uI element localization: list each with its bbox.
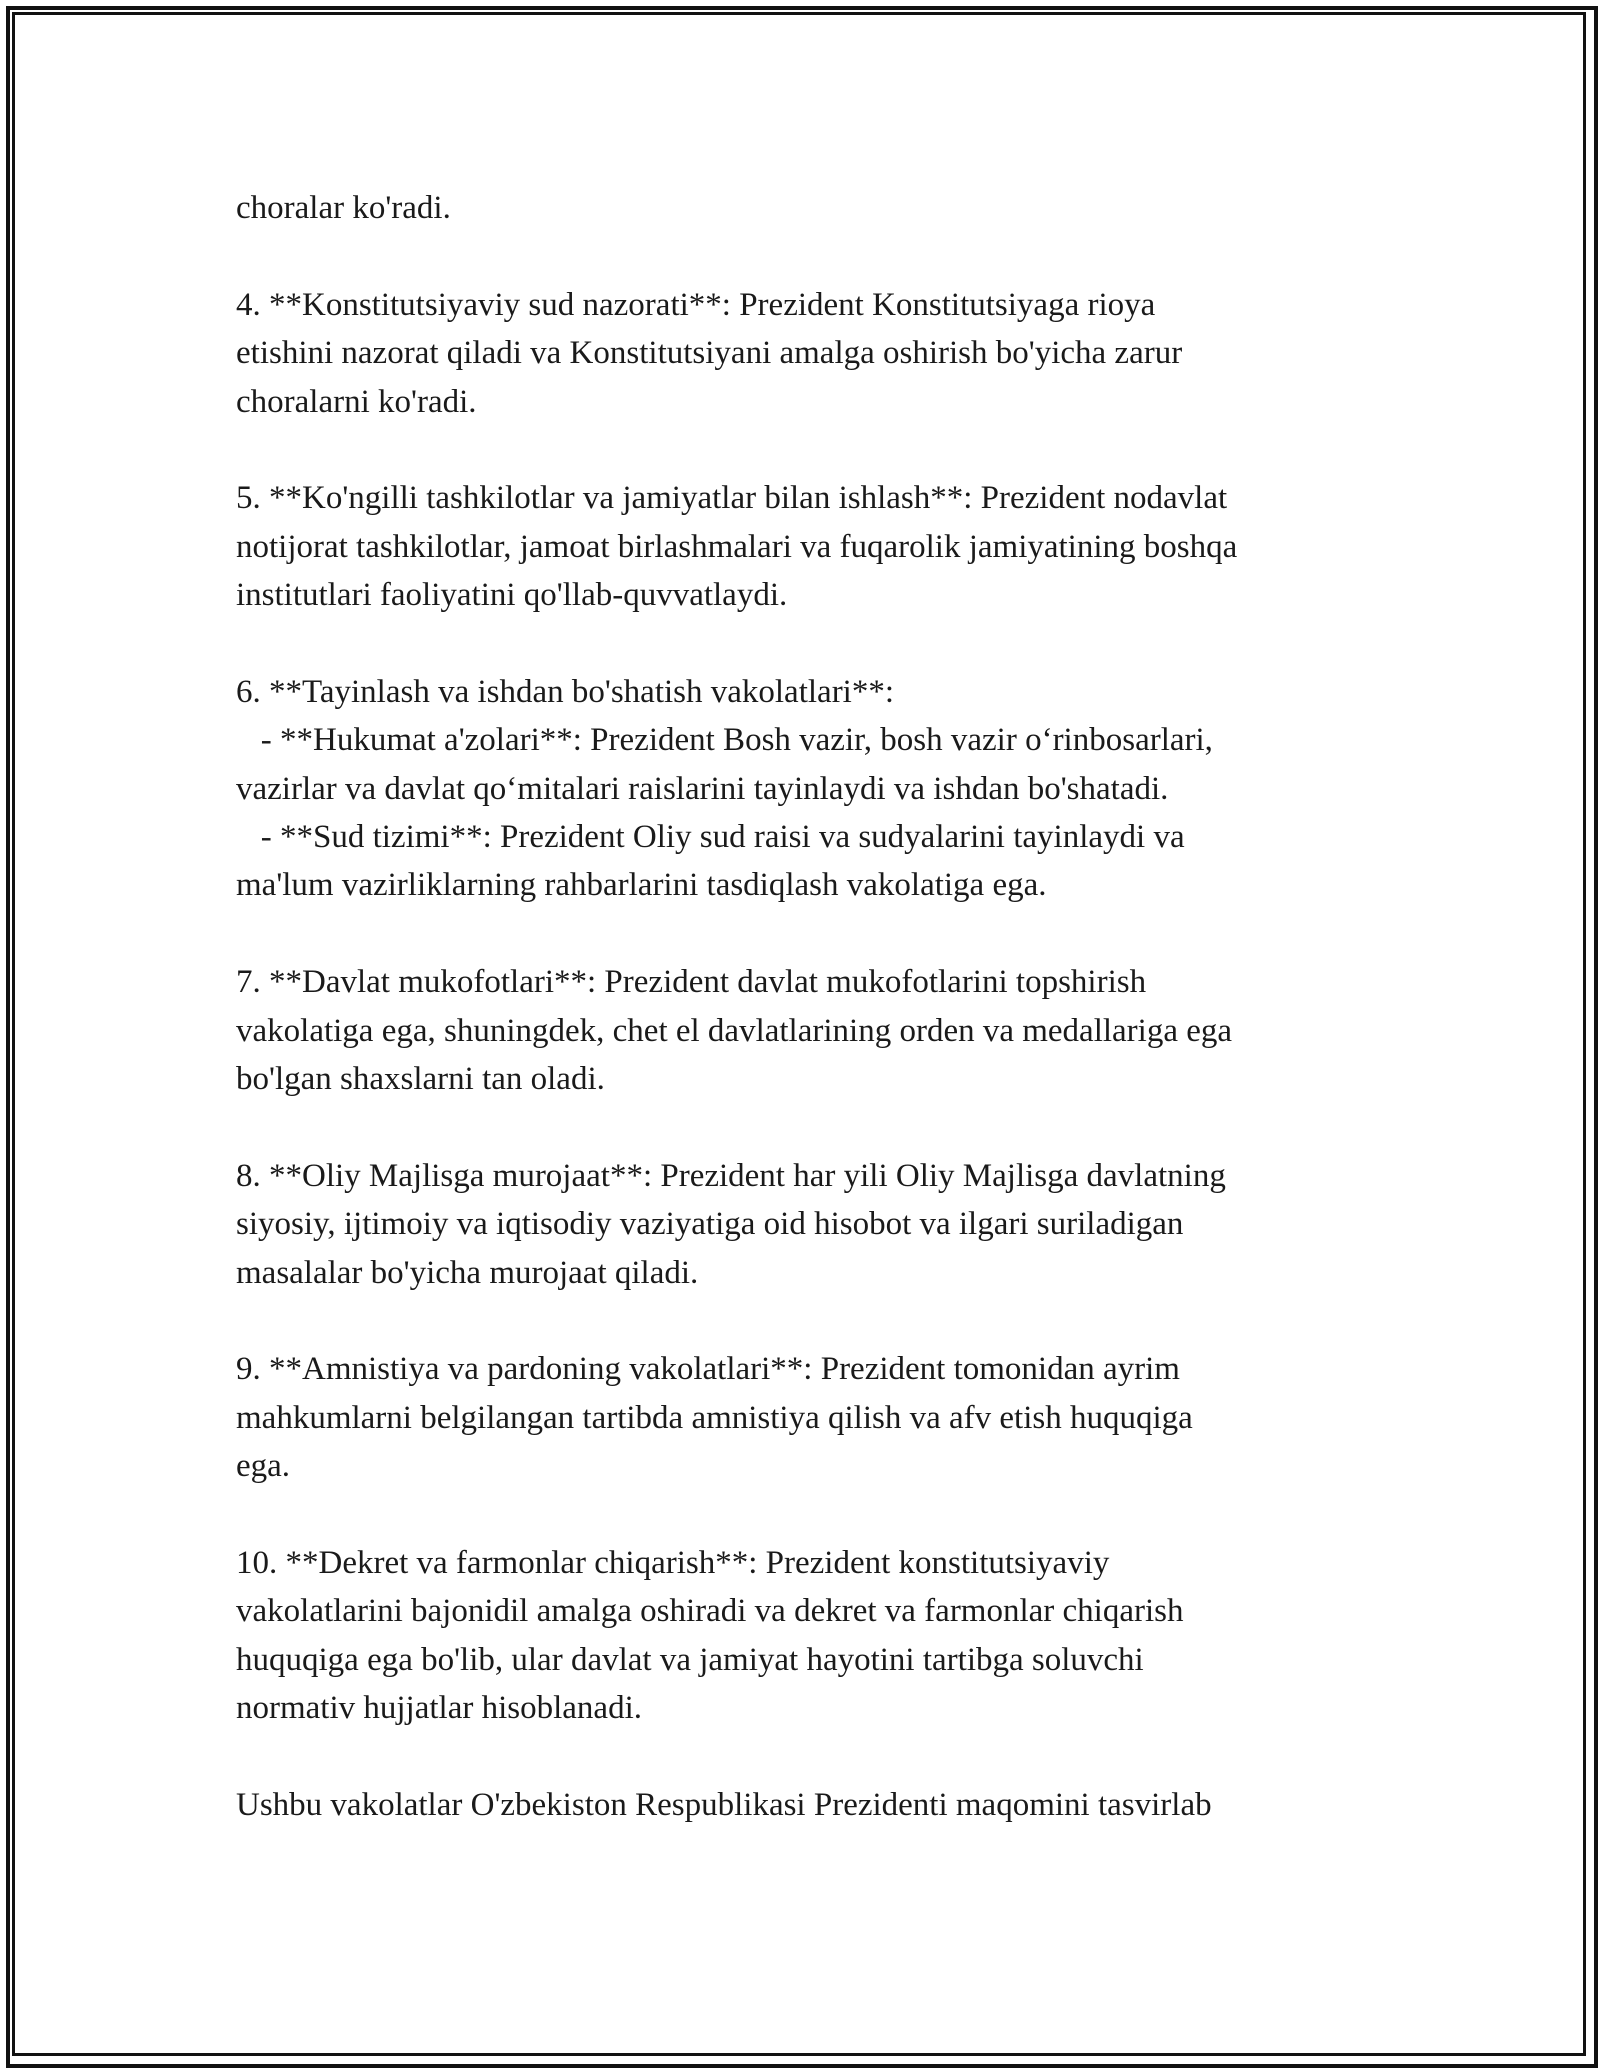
blank-line (236, 426, 1396, 474)
text-line: ega. (236, 1448, 291, 1485)
text-line: 10. **Dekret va farmonlar chiqarish**: Prezident konstitutsiyaviy (236, 1544, 1110, 1581)
blank-line (236, 620, 1396, 668)
text-line: huquqiga ega bo'lib, ular davlat va jamiyat hayotini tartibga soluvchi (236, 1641, 1144, 1678)
text-line: - **Sud tizimi**: Prezident Oliy sud raisi va sudyalarini tayinlaydi va (236, 819, 1185, 856)
text-line: Ushbu vakolatlar O'zbekiston Respublikasi Prezidenti maqomini tasvirlab (236, 1786, 1212, 1823)
text-line: notijorat tashkilotlar, jamoat birlashmalari va fuqarolik jamiyatining boshqa (236, 528, 1238, 565)
text-line: vakolatlarini bajonidil amalga oshiradi va dekret va farmonlar chiqarish (236, 1593, 1184, 1630)
blank-line (236, 1297, 1396, 1345)
document-body (236, 184, 1396, 1829)
blank-line (236, 1103, 1396, 1151)
blank-line (236, 232, 1396, 280)
text-line: siyosiy, ijtimoiy va iqtisodiy vaziyatiga oid hisobot va ilgari suriladigan (236, 1206, 1184, 1243)
text-line: 5. **Ko'ngilli tashkilotlar va jamiyatlar bilan ishlash**: Prezident nodavlat (236, 480, 1228, 517)
text-line: etishini nazorat qiladi va Konstitutsiyani amalga oshirish bo'yicha zarur (236, 335, 1183, 372)
text-line: vazirlar va davlat qo‘mitalari raislarini tayinlaydi va ishdan bo'shatadi. (236, 770, 1169, 807)
text-line: - **Hukumat a'zolari**: Prezident Bosh vazir, bosh vazir o‘rinbosarlari, (236, 722, 1213, 759)
text-line: choralar ko'radi. (236, 190, 451, 226)
text-line: 4. **Konstitutsiyaviy sud nazorati**: Prezident Konstitutsiyaga rioya (236, 286, 1156, 323)
text-line: 7. **Davlat mukofotlari**: Prezident davlat mukofotlarini topshirish (236, 964, 1147, 1001)
text-line: institutlari faoliyatini qo'llab-quvvatlaydi. (236, 577, 788, 614)
blank-line (236, 1491, 1396, 1539)
text-line: bo'lgan shaxslarni tan oladi. (236, 1061, 605, 1098)
blank-line (236, 910, 1396, 958)
text-line: normativ hujjatlar hisoblanadi. (236, 1690, 642, 1727)
text-line: masalalar bo'yicha murojaat qiladi. (236, 1254, 699, 1291)
blank-line (236, 1733, 1396, 1781)
text-line: vakolatiga ega, shuningdek, chet el davlatlarining orden va medallariga ega (236, 1012, 1233, 1049)
text-line: 9. **Amnistiya va pardoning vakolatlari**: Prezident tomonidan ayrim (236, 1351, 1180, 1388)
text-line: ma'lum vazirliklarning rahbarlarini tasdiqlash vakolatiga ega. (236, 867, 1047, 904)
text-line: 8. **Oliy Majlisga murojaat**: Prezident har yili Oliy Majlisga davlatning (236, 1157, 1226, 1194)
text-line: mahkumlarni belgilangan tartibda amnistiya qilish va afv etish huquqiga (236, 1399, 1193, 1436)
text-line: 6. **Tayinlash va ishdan bo'shatish vakolatlari**: (236, 673, 895, 710)
text-line: choralarni ko'radi. (236, 383, 477, 420)
